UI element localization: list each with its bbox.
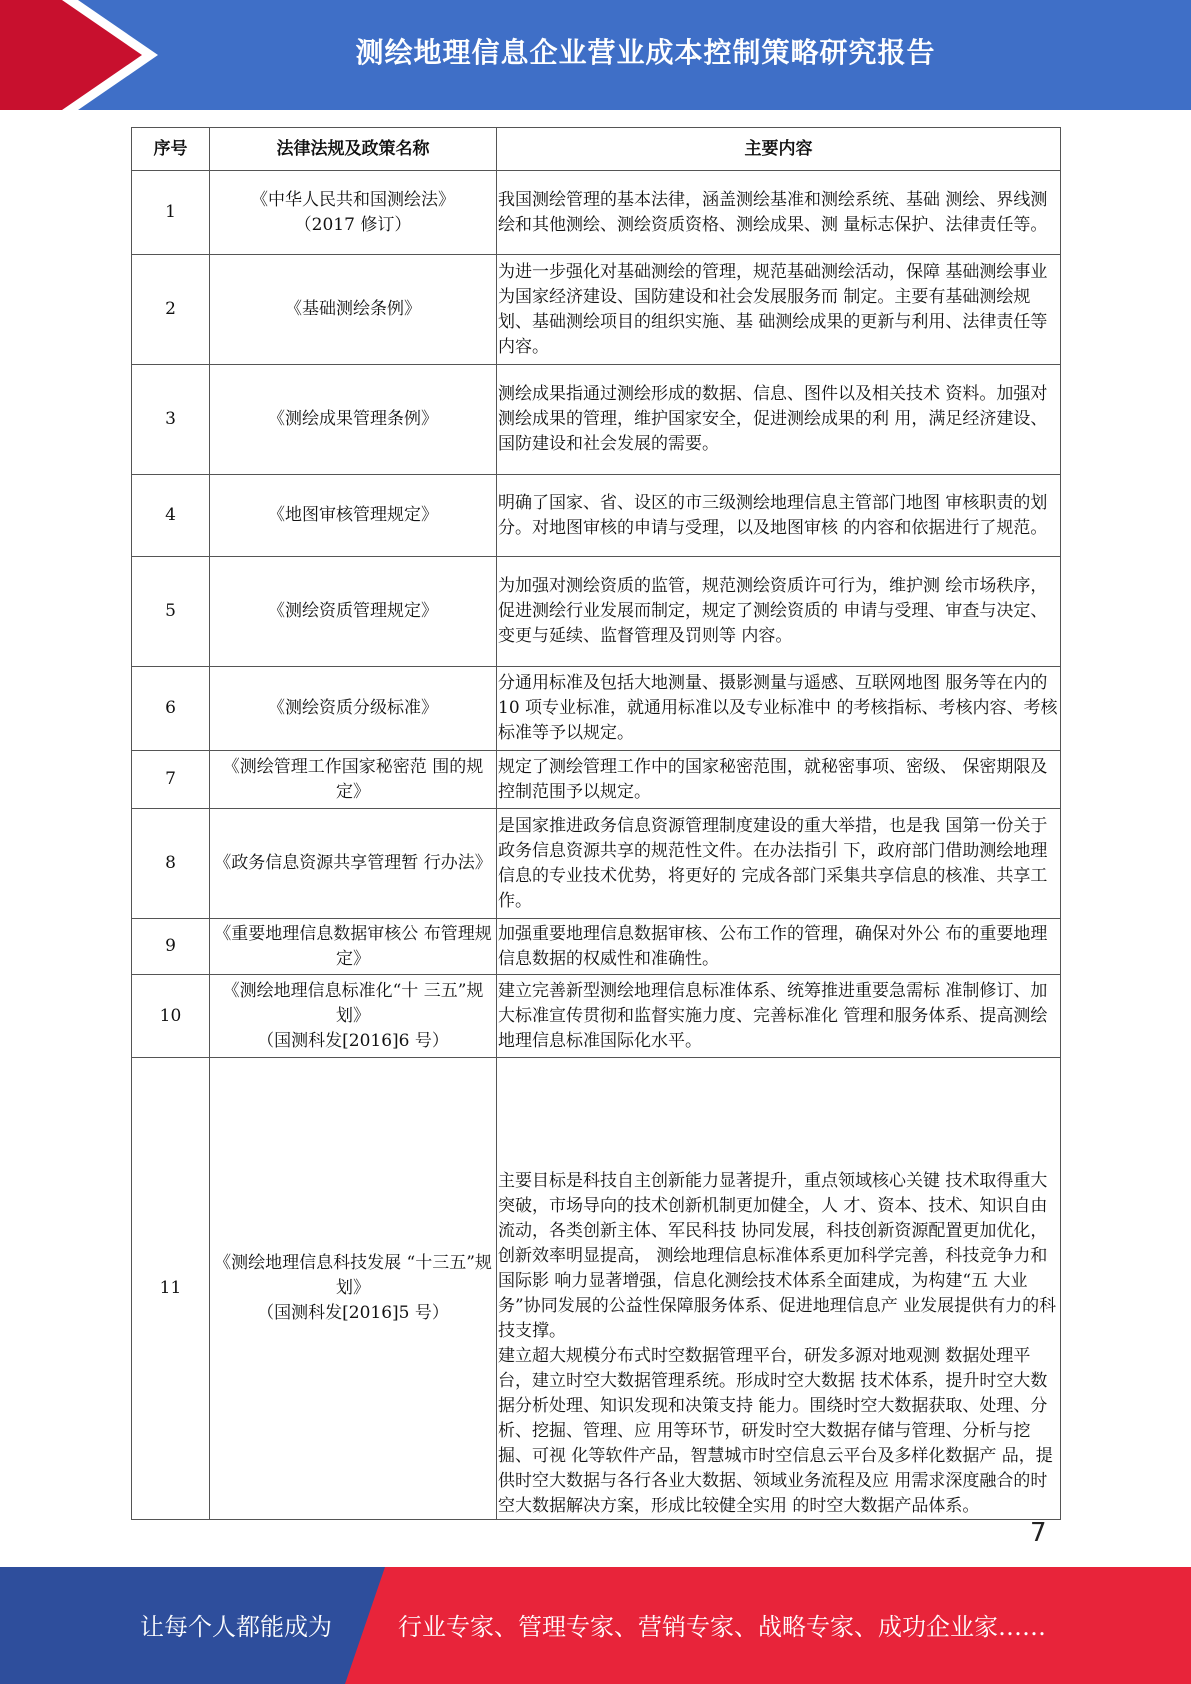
policy-name-cell (210, 365, 497, 475)
table-row (132, 809, 1061, 919)
row-number: 9 (132, 919, 210, 975)
row-number: 3 (132, 365, 210, 475)
table-row (132, 1058, 1061, 1520)
policy-name-line: 《测绘管理工作国家秘密范 围的规定》 (222, 756, 484, 802)
policy-name-cell (210, 809, 497, 919)
policy-name-line: 《中华人民共和国测绘法》 (251, 189, 455, 210)
policy-name-line: 《测绘资质管理规定》 (268, 601, 438, 621)
policy-content-cell (497, 255, 1061, 365)
policy-name-line: （国测科发[2016]6 号） (257, 1030, 449, 1051)
footer-slogan-left: 让每个人都能成为 (140, 1613, 332, 1641)
policy-content-paragraph: 为加强对测绘资质的监管，规范测绘资质许可行为，维护测 绘市场秩序，促进测绘行业发展而制定，规定了测绘资质的 申请与受理、审查与决定、变更与延续、监督管理及罚则等 内容。 (498, 576, 1048, 646)
row-number: 2 (132, 255, 210, 365)
table-body (132, 171, 1061, 1520)
table-row (132, 255, 1061, 365)
policy-name-cell (210, 171, 497, 255)
policy-name-cell (210, 667, 497, 751)
policy-content-cell (497, 751, 1061, 809)
table-row (132, 975, 1061, 1058)
policy-content-paragraph: 建立完善新型测绘地理信息标准体系、统筹推进重要急需标 准制修订、加大标准宣传贯彻和监督实施力度、完善标准化 管理和服务体系、提高测绘地理信息标准国际化水平。 (498, 980, 1048, 1051)
policy-table (131, 127, 1061, 1520)
policy-name-cell (210, 975, 497, 1058)
column-header-name: 法律法规及政策名称 (210, 128, 497, 171)
policy-content-cell (497, 171, 1061, 255)
policy-content-paragraph: 加强重要地理信息数据审核、公布工作的管理，确保对外公 布的重要地理信息数据的权威性和准确性。 (498, 923, 1048, 969)
policy-content-cell (497, 919, 1061, 975)
policy-name-cell (210, 751, 497, 809)
policy-name-line: （国测科发[2016]5 号） (257, 1303, 449, 1323)
policy-name-line: 《测绘资质分级标准》 (268, 698, 438, 718)
table-row (132, 667, 1061, 751)
row-number: 7 (132, 751, 210, 809)
footer-slogan-right: 行业专家、管理专家、营销专家、战略专家、成功企业家…… (398, 1613, 1046, 1641)
policy-content-paragraph: 建立超大规模分布式时空数据管理平台，研发多源对地观测 数据处理平台，建立时空大数据管理系统。形成时空大数据 技术体系，提升时空大数据分析处理、知识发现和决策支持 能力。围绕时空大数据获取、处理、分析、挖掘、管理、应 用等环节，研发时空大数据存储与管理、分析与挖掘、可视 化等软件产品，智慧城市时空信息云平台及多样化数据产 品，提供时空大数据与各行各业大数据、领域业务流程及应 用需求深度融合的时空大数据解决方案，形成比较健全实用 的时空大数据产品体系。 (498, 1346, 1053, 1516)
table-header-row (132, 128, 1061, 171)
policy-content-paragraph: 明确了国家、省、设区的市三级测绘地理信息主管部门地图 审核职责的划分。对地图审核的申请与受理，以及地图审核 的内容和依据进行了规范。 (498, 492, 1048, 538)
policy-content-cell (497, 475, 1061, 557)
table-row (132, 557, 1061, 667)
table-row (132, 751, 1061, 809)
report-title: 测绘地理信息企业营业成本控制策略研究报告 (355, 36, 936, 69)
policy-name-line: 《测绘地理信息科技发展 “十三五”规划》 (214, 1253, 492, 1298)
row-number: 10 (132, 975, 210, 1058)
column-header-no: 序号 (132, 128, 210, 171)
policy-content-cell (497, 809, 1061, 919)
policy-content-paragraph: 测绘成果指通过测绘形成的数据、信息、图件以及相关技术 资料。加强对测绘成果的管理，维护国家安全，促进测绘成果的利 用，满足经济建设、国防建设和社会发展的需要。 (498, 384, 1048, 454)
policy-content-paragraph: 我国测绘管理的基本法律，涵盖测绘基准和测绘系统、基础 测绘、界线测绘和其他测绘、测绘资质资格、测绘成果、测 量标志保护、法律责任等。 (498, 189, 1048, 235)
policy-content-paragraph: 为进一步强化对基础测绘的管理，规范基础测绘活动，保障 基础测绘事业为国家经济建设、国防建设和社会发展服务而 制定。主要有基础测绘规划、基础测绘项目的组织实施、基 础测绘成果的更新与利用、法律责任等内容。 (498, 261, 1048, 357)
table-row (132, 171, 1061, 255)
table-row (132, 475, 1061, 557)
policy-name-cell (210, 919, 497, 975)
policy-name-cell (210, 1058, 497, 1520)
policy-name-line: 《测绘成果管理条例》 (268, 409, 438, 429)
page-number: 7 (1030, 1518, 1047, 1548)
row-number: 11 (132, 1058, 210, 1520)
column-header-content: 主要内容 (497, 128, 1061, 171)
table-row (132, 919, 1061, 975)
policy-content-paragraph: 分通用标准及包括大地测量、摄影测量与遥感、互联网地图 服务等在内的 10 项专业标准，就通用标准以及专业标准中 的考核指标、考核内容、考核标准等予以规定。 (498, 673, 1058, 743)
policy-name-line: 《重要地理信息数据审核公 布管理规定》 (214, 923, 492, 969)
policy-content-cell (497, 667, 1061, 751)
row-number: 8 (132, 809, 210, 919)
policy-name-line: 《基础测绘条例》 (285, 299, 421, 319)
policy-content-paragraph: 主要目标是科技自主创新能力显著提升，重点领域核心关键 技术取得重大突破，市场导向的技术创新机制更加健全，人 才、资本、技术、知识自由流动，各类创新主体、军民科技 协同发展，科技创新资源配置更加优化，创新效率明显提高， 测绘地理信息标准体系更加科学完善，科技竞争力和国际影 响力显著增强，信息化测绘技术体系全面建成，为构建“五 大业务”协同发展的公益性保障服务体系、促进地理信息产 业发展提供有力的科技支撑。 (498, 1171, 1057, 1341)
row-number: 6 (132, 667, 210, 751)
row-number: 1 (132, 171, 210, 255)
policy-content-cell (497, 557, 1061, 667)
row-number: 4 (132, 475, 210, 557)
policy-name-line: 《地图审核管理规定》 (268, 505, 438, 525)
policy-name-cell (210, 255, 497, 365)
policy-name-line: （2017 修订） (294, 214, 412, 235)
table-row (132, 365, 1061, 475)
policy-content-cell (497, 365, 1061, 475)
policy-content-paragraph: 规定了测绘管理工作中的国家秘密范围，就秘密事项、密级、 保密期限及控制范围予以规定。 (498, 756, 1048, 802)
policy-name-cell (210, 475, 497, 557)
policy-content-paragraph: 是国家推进政务信息资源管理制度建设的重大举措，也是我 国第一份关于政务信息资源共享的规范性文件。在办法指引 下，政府部门借助测绘地理信息的专业技术优势，将更好的 完成各部门采集共享信息的核准、共享工作。 (498, 815, 1048, 911)
policy-name-line: 《政务信息资源共享管理暂 行办法》 (214, 853, 492, 873)
policy-name-cell (210, 557, 497, 667)
policy-content-cell (497, 975, 1061, 1058)
row-number: 5 (132, 557, 210, 667)
policy-content-cell (497, 1058, 1061, 1520)
policy-name-line: 《测绘地理信息标准化“十 三五”规划》 (222, 980, 484, 1026)
